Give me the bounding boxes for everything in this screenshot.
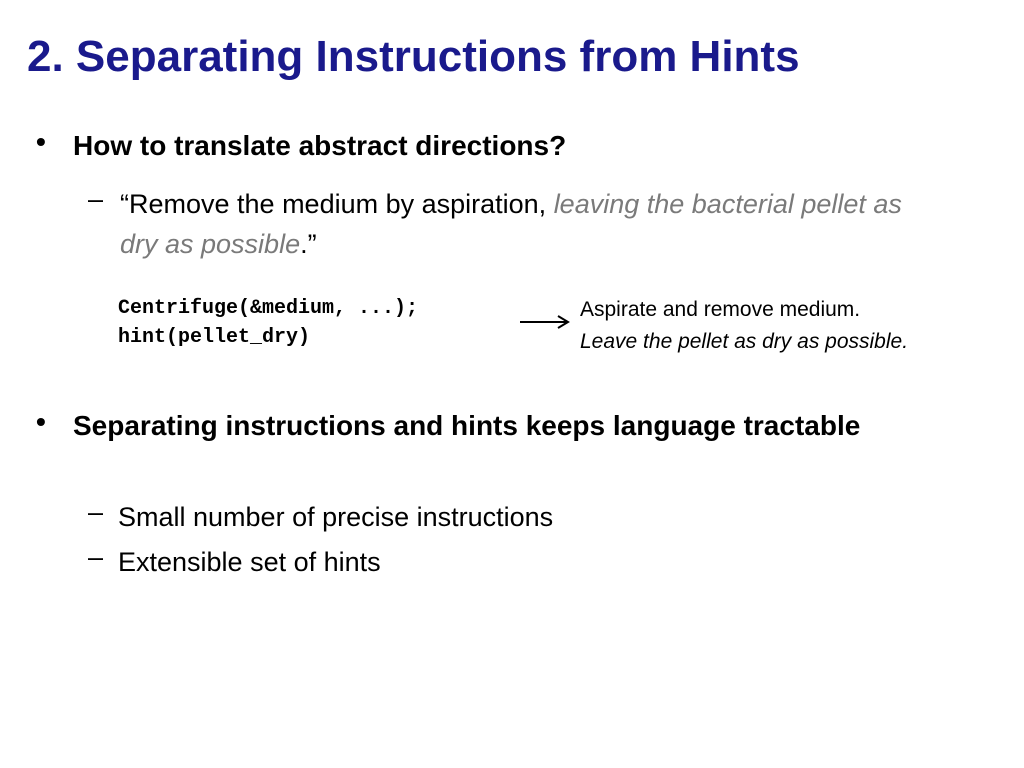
sub-bullet-extensible-hints: Extensible set of hints [118, 547, 381, 577]
sub-bullet-marker: – [88, 184, 104, 214]
code-line-hint: hint(pellet_dry) [118, 326, 311, 349]
bullet-how-to-translate: How to translate abstract directions? [73, 130, 567, 161]
bullet-marker: • [36, 126, 46, 157]
bullet-marker: • [36, 406, 46, 437]
translation-result [580, 294, 908, 358]
slide-title: 2. Separating Instructions from Hints [27, 32, 800, 81]
sub-bullet-precise-instructions: Small number of precise instructions [118, 502, 554, 532]
sub-bullet-marker: – [88, 497, 104, 527]
code-line-centrifuge: Centrifuge(&medium, ...); [118, 297, 419, 320]
right-arrow-icon [520, 314, 572, 330]
quote-emphasis-text: leaving the bacterial pellet as dry as possible [120, 189, 902, 259]
bullet-separating-keeps-tractable: Separating instructions and hints keeps language tractable [73, 410, 861, 441]
quote-open-text: “Remove the medium by aspiration, [120, 189, 554, 219]
quote-remove-medium [120, 184, 940, 264]
code-example [118, 294, 418, 352]
result-line-leave-pellet: Leave the pellet as dry as possible. [580, 330, 909, 353]
quote-close-text: .” [300, 229, 317, 259]
result-line-aspirate: Aspirate and remove medium. [580, 298, 861, 321]
sub-bullet-marker: – [88, 542, 104, 572]
